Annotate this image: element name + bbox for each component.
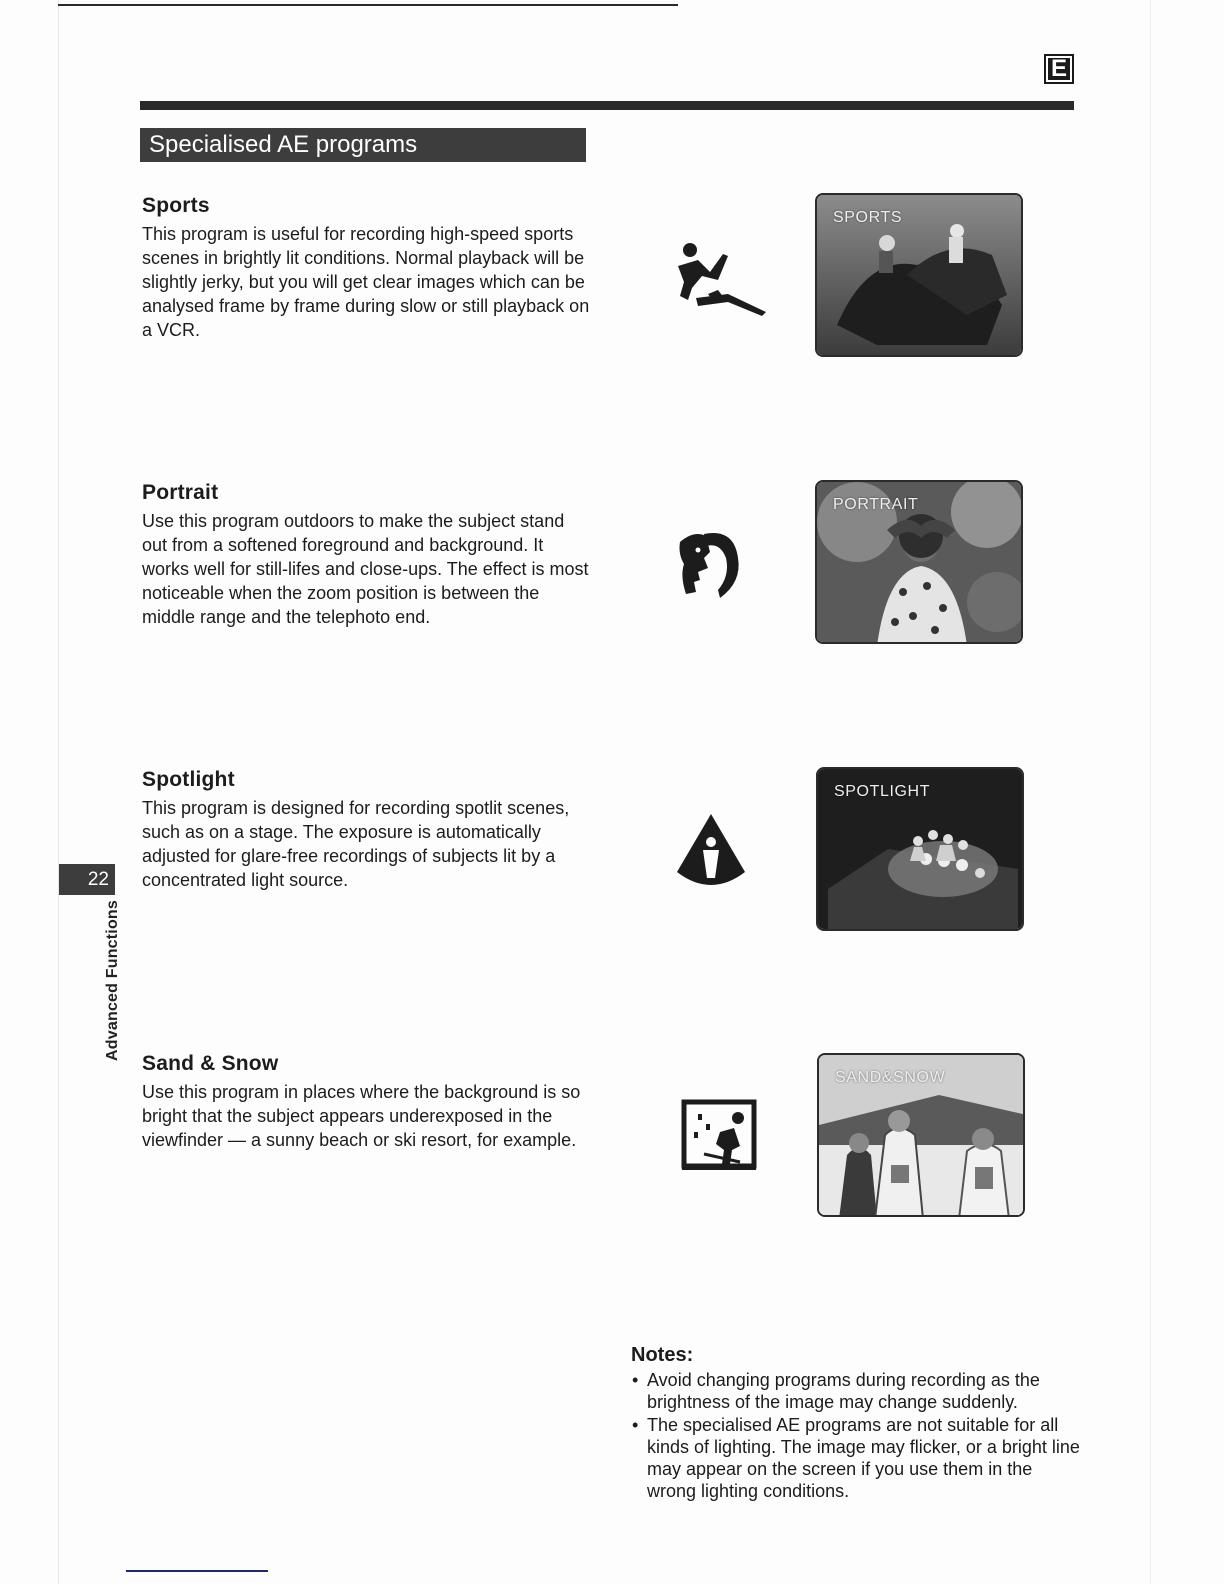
page-edge [1150, 0, 1151, 1584]
program-description: Use this program in places where the background is so bright that the subject appears underexposed in the viewfinder — a sunny beach or ski resort, for example. [142, 1082, 581, 1150]
program-heading: Sports [142, 194, 210, 217]
top-edge-line [58, 4, 678, 6]
language-badge: E [1044, 54, 1074, 84]
sand-snow-icon [670, 1092, 770, 1192]
header-rule [140, 101, 1074, 110]
program-heading: Sand & Snow [142, 1052, 279, 1075]
program-heading: Portrait [142, 481, 219, 504]
notes-block [631, 1344, 1081, 1503]
section-side-tab: Advanced Functions [104, 900, 121, 1061]
page-edge [58, 0, 59, 1584]
note-item: • Avoid changing programs during recording as the brightness of the image may change suddenly. [631, 1369, 1081, 1413]
section-title: Specialised AE programs [140, 128, 586, 162]
bottom-edge-line [126, 1570, 268, 1572]
note-item: • The specialised AE programs are not suitable for all kinds of lighting. The image may flicker, or a bright line may appear on the screen if you use them in the wrong lighting conditions. [631, 1414, 1081, 1502]
program-description: This program is designed for recording spotlit scenes, such as on a stage. The exposure is automatically adjusted for glare-free recordings of subjects lit by a concentrated light source. [142, 798, 570, 890]
portrait-screen-preview [815, 480, 1023, 644]
sand-snow-screen-preview [817, 1053, 1025, 1217]
osd-label: SPORTS [833, 209, 903, 226]
osd-label: SAND&SNOW [835, 1069, 946, 1086]
portrait-icon [664, 524, 764, 624]
sports-icon [668, 236, 768, 336]
notes-list [631, 1369, 1081, 1502]
program-sand-snow [142, 1052, 592, 1152]
spotlight-screen-preview [816, 767, 1024, 931]
program-sports [142, 194, 592, 342]
program-spotlight [142, 768, 592, 892]
program-heading: Spotlight [142, 768, 235, 791]
sports-screen-preview [815, 193, 1023, 357]
program-description: This program is useful for recording high-speed sports scenes in brightly lit conditions. Normal playback will be slightly jerky, but you will get clear images which can be analysed frame by frame during slow or still playback on a VCR. [142, 224, 590, 340]
program-description: Use this program outdoors to make the subject stand out from a softened foreground and background. It works well for still-lifes and close-ups. The effect is most noticeable when the zoom position is between the middle range and the telephoto end. [142, 511, 589, 627]
page-number-tab: 22 [59, 864, 115, 895]
program-portrait [142, 481, 592, 629]
spotlight-icon [661, 808, 761, 908]
osd-label: SPOTLIGHT [834, 783, 931, 800]
notes-heading: Notes: [631, 1344, 694, 1366]
osd-label: PORTRAIT [833, 496, 919, 513]
